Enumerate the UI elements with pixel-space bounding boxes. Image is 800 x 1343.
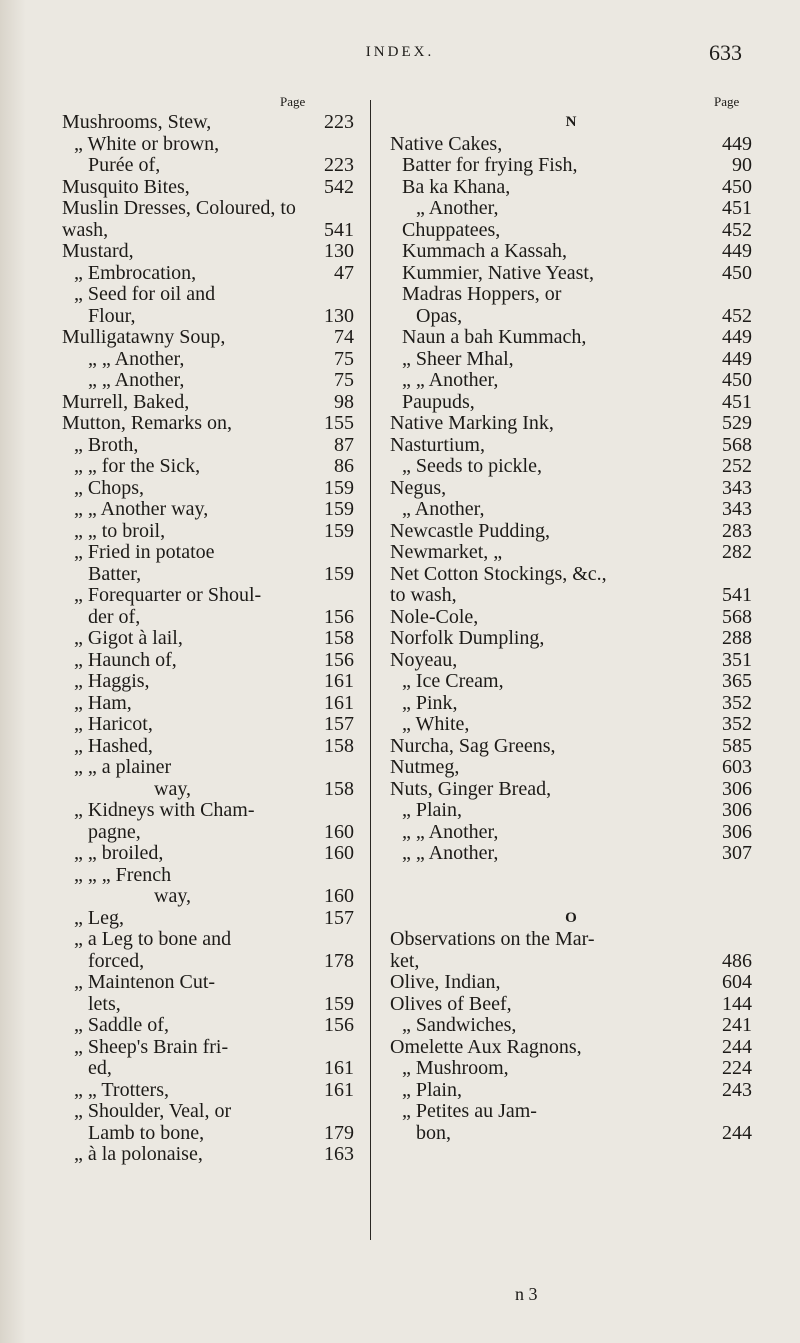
entry-label: Native Cakes, <box>390 132 503 155</box>
signature-mark: n 3 <box>515 1284 538 1304</box>
index-entry <box>390 628 752 650</box>
index-entry <box>390 800 752 822</box>
entry-page-number: 179 <box>324 1121 354 1144</box>
index-entry <box>390 134 752 156</box>
entry-label: „ Seeds to pickle, <box>402 455 542 477</box>
index-entry <box>390 542 752 564</box>
entry-label: Kummach a Kassah, <box>402 240 567 262</box>
entry-label: „ „ Another, <box>402 842 499 864</box>
running-title: INDEX. <box>365 44 435 60</box>
entry-page-number: 163 <box>324 1143 354 1165</box>
entry-label: „ Pink, <box>402 691 458 714</box>
index-entry <box>62 112 354 134</box>
index-entry <box>62 177 354 199</box>
entry-label: Native Marking Ink, <box>390 412 554 434</box>
entry-page-number: 160 <box>324 885 354 907</box>
entry-page-number: 244 <box>722 1035 752 1058</box>
entry-page-number: 449 <box>722 240 752 262</box>
index-entry <box>62 585 354 607</box>
index-entry <box>62 478 354 500</box>
section-letter: O <box>565 909 577 926</box>
entry-page-number: 604 <box>722 971 752 993</box>
index-entry <box>390 564 752 586</box>
entry-page-number: 541 <box>324 218 354 241</box>
entry-label: Nurcha, Sag Greens, <box>390 734 556 757</box>
entry-page-number: 74 <box>334 326 354 348</box>
entry-label: Murrell, Baked, <box>62 390 190 413</box>
index-entry <box>390 327 752 349</box>
entry-label: Noyeau, <box>390 648 458 671</box>
entry-label: „ „ Another, <box>402 369 499 391</box>
entry-label: „ a Leg to bone and <box>74 928 232 950</box>
entry-page-number: 160 <box>324 842 354 864</box>
index-entry <box>62 220 354 242</box>
entry-page-number: 343 <box>722 476 752 499</box>
entry-page-number: 86 <box>334 455 354 477</box>
entry-page-number: 365 <box>722 670 752 692</box>
entry-label: Kummier, Native Yeast, <box>402 261 594 284</box>
entry-label: Mulligatawny Soup, <box>62 326 226 348</box>
section-gap <box>390 886 752 908</box>
entry-label: Naun a bah Kummach, <box>402 326 587 348</box>
entry-page-number: 144 <box>722 992 752 1015</box>
index-entry <box>390 650 752 672</box>
entry-label: „ Sheer Mhal, <box>402 347 514 370</box>
index-entry <box>62 908 354 930</box>
entry-page-number: 243 <box>722 1078 752 1101</box>
entry-label: „ Sheep's Brain fri- <box>74 1035 229 1058</box>
entry-label: Lamb to bone, <box>88 1121 205 1144</box>
index-entry <box>390 521 752 543</box>
index-entry <box>390 177 752 199</box>
entry-page-number: 449 <box>722 347 752 370</box>
entry-page-number: 90 <box>732 154 752 176</box>
entry-label: Musquito Bites, <box>62 175 190 198</box>
entry-page-number: 603 <box>722 756 752 778</box>
entry-page-number: 585 <box>722 734 752 757</box>
entry-page-number: 351 <box>722 648 752 671</box>
entry-label: forced, <box>88 949 145 972</box>
entry-label: Observations on the Mar- <box>390 928 595 950</box>
entry-label: Negus, <box>390 476 447 499</box>
entry-page-number: 98 <box>334 390 354 413</box>
entry-page-number: 568 <box>722 605 752 628</box>
entry-label: „ Fried in potatoe <box>74 541 215 563</box>
entry-page-number: 224 <box>722 1057 752 1079</box>
index-entry <box>62 628 354 650</box>
entry-label: Norfolk Dumpling, <box>390 627 545 649</box>
page-edge-shadow <box>0 0 26 1343</box>
entry-label: ed, <box>88 1057 112 1079</box>
index-column-left <box>62 112 354 1166</box>
index-entry <box>62 134 354 156</box>
entry-page-number: 306 <box>722 799 752 821</box>
entry-page-number: 159 <box>324 562 354 585</box>
entry-label: Nole-Cole, <box>390 605 479 628</box>
index-entry <box>390 1080 752 1102</box>
index-entry <box>62 886 354 908</box>
entry-label: Ba ka Khana, <box>402 175 511 198</box>
entry-page-number: 307 <box>722 842 752 864</box>
entry-page-number: 130 <box>324 240 354 262</box>
entry-label: „ Shoulder, Veal, or <box>74 1100 232 1122</box>
index-entry <box>62 843 354 865</box>
entry-label: „ Saddle of, <box>74 1014 169 1036</box>
entry-page-number: 449 <box>722 326 752 348</box>
entry-page-number: 159 <box>324 476 354 499</box>
entry-label: „ Kidneys with Cham- <box>74 799 255 821</box>
index-entry <box>62 1015 354 1037</box>
entry-label: way, <box>154 777 192 800</box>
entry-label: „ White, <box>402 713 470 735</box>
entry-label: „ Ham, <box>74 691 132 714</box>
entry-label: „ Leg, <box>74 906 124 929</box>
entry-label: „ Plain, <box>402 1078 462 1101</box>
entry-page-number: 159 <box>324 498 354 520</box>
entry-label: Batter for frying Fish, <box>402 154 578 176</box>
entry-label: „ Sandwiches, <box>402 1014 517 1036</box>
index-entry <box>390 413 752 435</box>
entry-label: „ Broth, <box>74 433 139 456</box>
index-entry <box>62 800 354 822</box>
index-entry <box>390 822 752 844</box>
entry-page-number: 452 <box>722 218 752 241</box>
entry-label: „ Mushroom, <box>402 1057 509 1079</box>
entry-page-number: 529 <box>722 412 752 434</box>
entry-page-number: 450 <box>722 261 752 284</box>
entry-label: to wash, <box>390 584 457 606</box>
entry-label: „ „ Another way, <box>74 498 209 520</box>
index-entry <box>62 929 354 951</box>
entry-label: „ White or brown, <box>74 132 220 155</box>
entry-page-number: 306 <box>722 777 752 800</box>
entry-label: „ „ to broil, <box>74 519 166 542</box>
index-entry <box>390 1101 752 1123</box>
entry-page-number: 450 <box>722 369 752 391</box>
index-entry <box>390 456 752 478</box>
index-entry <box>390 994 752 1016</box>
entry-page-number: 155 <box>324 412 354 434</box>
index-entry <box>390 779 752 801</box>
entry-page-number: 282 <box>722 541 752 563</box>
entry-label: Madras Hoppers, or <box>402 283 562 305</box>
entry-label: Net Cotton Stockings, &c., <box>390 562 607 585</box>
entry-label: „ Gigot à lail, <box>74 627 183 649</box>
entry-page-number: 158 <box>324 777 354 800</box>
right-column-page-heading: Page <box>714 94 740 109</box>
entry-label: Nasturtium, <box>390 433 485 456</box>
index-entry <box>390 1037 752 1059</box>
index-entry <box>62 542 354 564</box>
entry-label: „ Forequarter or Shoul- <box>74 584 262 606</box>
entry-page-number: 87 <box>334 433 354 456</box>
entry-label: Mushrooms, Stew, <box>62 111 212 133</box>
entry-label: wash, <box>62 218 109 241</box>
entry-page-number: 541 <box>722 584 752 606</box>
entry-label: „ Ice Cream, <box>402 670 504 692</box>
entry-page-number: 352 <box>722 713 752 735</box>
entry-page-number: 158 <box>324 627 354 649</box>
entry-page-number: 306 <box>722 820 752 843</box>
entry-label: „ „ a plainer <box>74 756 172 778</box>
index-entry <box>62 1080 354 1102</box>
index-entry <box>390 349 752 371</box>
entry-page-number: 157 <box>324 713 354 735</box>
entry-label: Opas, <box>416 304 463 327</box>
index-entry <box>390 198 752 220</box>
entry-label: „ Petites au Jam- <box>402 1100 537 1122</box>
entry-page-number: 449 <box>722 132 752 155</box>
entry-page-number: 47 <box>334 261 354 284</box>
entry-page-number: 161 <box>324 1057 354 1079</box>
entry-label: Chuppatees, <box>402 218 501 241</box>
entry-label: Mustard, <box>62 240 134 262</box>
entry-page-number: 244 <box>722 1121 752 1144</box>
entry-label: lets, <box>88 992 121 1015</box>
index-entry <box>62 370 354 392</box>
entry-page-number: 288 <box>722 627 752 649</box>
index-entry <box>390 972 752 994</box>
entry-label: Batter, <box>88 562 142 585</box>
entry-page-number: 343 <box>722 498 752 520</box>
index-entry <box>390 929 752 951</box>
index-entry <box>390 607 752 629</box>
entry-label: Olives of Beef, <box>390 992 512 1015</box>
entry-label: Nuts, Ginger Bread, <box>390 777 552 800</box>
entry-page-number: 283 <box>722 519 752 542</box>
index-entry <box>62 714 354 736</box>
index-entry <box>62 822 354 844</box>
index-entry <box>62 994 354 1016</box>
entry-label: „ Maintenon Cut- <box>74 971 216 993</box>
entry-page-number: 75 <box>334 369 354 391</box>
index-entry <box>62 499 354 521</box>
index-entry <box>390 478 752 500</box>
entry-label: way, <box>154 885 192 907</box>
index-column-right <box>390 112 752 1144</box>
entry-label: „ „ Another, <box>88 347 185 370</box>
index-entry <box>390 843 752 865</box>
entry-label: Newcastle Pudding, <box>390 519 550 542</box>
entry-label: Flour, <box>88 304 136 327</box>
entry-page-number: 159 <box>324 992 354 1015</box>
index-entry <box>62 564 354 586</box>
entry-page-number: 161 <box>324 1078 354 1101</box>
entry-label: Paupuds, <box>402 390 475 413</box>
entry-label: Omelette Aux Ragnons, <box>390 1035 582 1058</box>
entry-label: „ „ Trotters, <box>74 1078 169 1101</box>
entry-label: „ Plain, <box>402 799 462 821</box>
entry-label: Newmarket, „ <box>390 541 503 563</box>
entry-label: „ Another, <box>416 197 499 219</box>
entry-page-number: 156 <box>324 1014 354 1036</box>
section-letter: N <box>565 114 577 130</box>
entry-label: „ „ Another, <box>402 820 499 843</box>
index-entry <box>62 1123 354 1145</box>
entry-page-number: 451 <box>722 197 752 219</box>
index-entry <box>62 327 354 349</box>
entry-label: bon, <box>416 1121 451 1144</box>
entry-label: „ Hashed, <box>74 734 153 757</box>
index-entry <box>390 1123 752 1145</box>
entry-label: „ Chops, <box>74 476 144 499</box>
index-entry <box>390 306 752 328</box>
index-entry <box>390 392 752 414</box>
index-entry <box>390 1015 752 1037</box>
entry-page-number: 542 <box>324 175 354 198</box>
index-entry <box>62 392 354 414</box>
index-entry <box>62 1058 354 1080</box>
entry-page-number: 130 <box>324 304 354 327</box>
entry-label: „ Another, <box>402 498 485 520</box>
column-divider <box>370 100 371 1240</box>
entry-page-number: 161 <box>324 691 354 714</box>
index-entry <box>62 306 354 328</box>
index-entry <box>62 435 354 457</box>
entry-label: „ „ Another, <box>88 369 185 391</box>
index-entry <box>62 1037 354 1059</box>
index-entry <box>62 284 354 306</box>
index-entry <box>62 198 354 220</box>
index-entry <box>62 349 354 371</box>
entry-label: der of, <box>88 605 141 628</box>
entry-label: Muslin Dresses, Coloured, to <box>62 197 296 219</box>
index-entry <box>390 435 752 457</box>
entry-page-number: 157 <box>324 906 354 929</box>
entry-label: „ „ „ French <box>74 863 172 886</box>
entry-label: Mutton, Remarks on, <box>62 412 232 434</box>
entry-page-number: 223 <box>324 154 354 176</box>
entry-label: „ „ broiled, <box>74 842 164 864</box>
index-entry <box>390 585 752 607</box>
index-entry <box>62 972 354 994</box>
index-entry <box>390 155 752 177</box>
entry-page-number: 159 <box>324 519 354 542</box>
index-entry <box>390 499 752 521</box>
index-entry <box>62 241 354 263</box>
entry-page-number: 486 <box>722 949 752 972</box>
index-entry <box>62 865 354 887</box>
index-entry <box>62 671 354 693</box>
entry-label: ket, <box>390 949 420 972</box>
index-entry <box>62 607 354 629</box>
entry-page-number: 252 <box>722 455 752 477</box>
entry-label: „ à la polonaise, <box>74 1143 203 1165</box>
entry-label: Nutmeg, <box>390 756 460 778</box>
entry-page-number: 161 <box>324 670 354 692</box>
index-entry <box>62 693 354 715</box>
index-entry <box>390 220 752 242</box>
entry-page-number: 75 <box>334 347 354 370</box>
index-entry <box>390 757 752 779</box>
index-entry <box>62 521 354 543</box>
entry-page-number: 178 <box>324 949 354 972</box>
index-entry <box>390 714 752 736</box>
entry-label: „ „ for the Sick, <box>74 455 201 477</box>
entry-page-number: 451 <box>722 390 752 413</box>
entry-page-number: 156 <box>324 648 354 671</box>
entry-page-number: 223 <box>324 111 354 133</box>
entry-page-number: 241 <box>722 1014 752 1036</box>
left-column-page-heading: Page <box>280 94 306 109</box>
index-entry <box>62 413 354 435</box>
index-entry <box>62 155 354 177</box>
index-entry <box>390 693 752 715</box>
entry-page-number: 160 <box>324 820 354 843</box>
index-entry <box>390 370 752 392</box>
index-entry <box>62 757 354 779</box>
entry-page-number: 158 <box>324 734 354 757</box>
entry-label: „ Haricot, <box>74 713 153 735</box>
index-entry <box>390 263 752 285</box>
index-entry <box>62 951 354 973</box>
entry-label: Purée of, <box>88 154 161 176</box>
index-entry <box>390 241 752 263</box>
index-entry <box>390 284 752 306</box>
index-entry <box>62 779 354 801</box>
page-number: 633 <box>709 40 742 65</box>
index-entry <box>390 736 752 758</box>
index-entry <box>390 951 752 973</box>
index-entry <box>62 650 354 672</box>
entry-label: „ Haunch of, <box>74 648 177 671</box>
index-entry <box>390 1058 752 1080</box>
entry-page-number: 352 <box>722 691 752 714</box>
page-header <box>0 40 800 74</box>
entry-label: pagne, <box>88 820 141 843</box>
entry-page-number: 568 <box>722 433 752 456</box>
section-gap <box>390 865 752 887</box>
entry-page-number: 452 <box>722 304 752 327</box>
index-entry <box>62 263 354 285</box>
entry-label: Olive, Indian, <box>390 971 501 993</box>
index-entry <box>62 456 354 478</box>
index-entry <box>62 736 354 758</box>
entry-label: „ Embrocation, <box>74 261 197 284</box>
entry-label: „ Haggis, <box>74 670 150 692</box>
index-entry <box>390 671 752 693</box>
index-entry <box>62 1101 354 1123</box>
entry-page-number: 156 <box>324 605 354 628</box>
index-entry <box>62 1144 354 1166</box>
entry-page-number: 450 <box>722 175 752 198</box>
entry-label: „ Seed for oil and <box>74 283 216 305</box>
